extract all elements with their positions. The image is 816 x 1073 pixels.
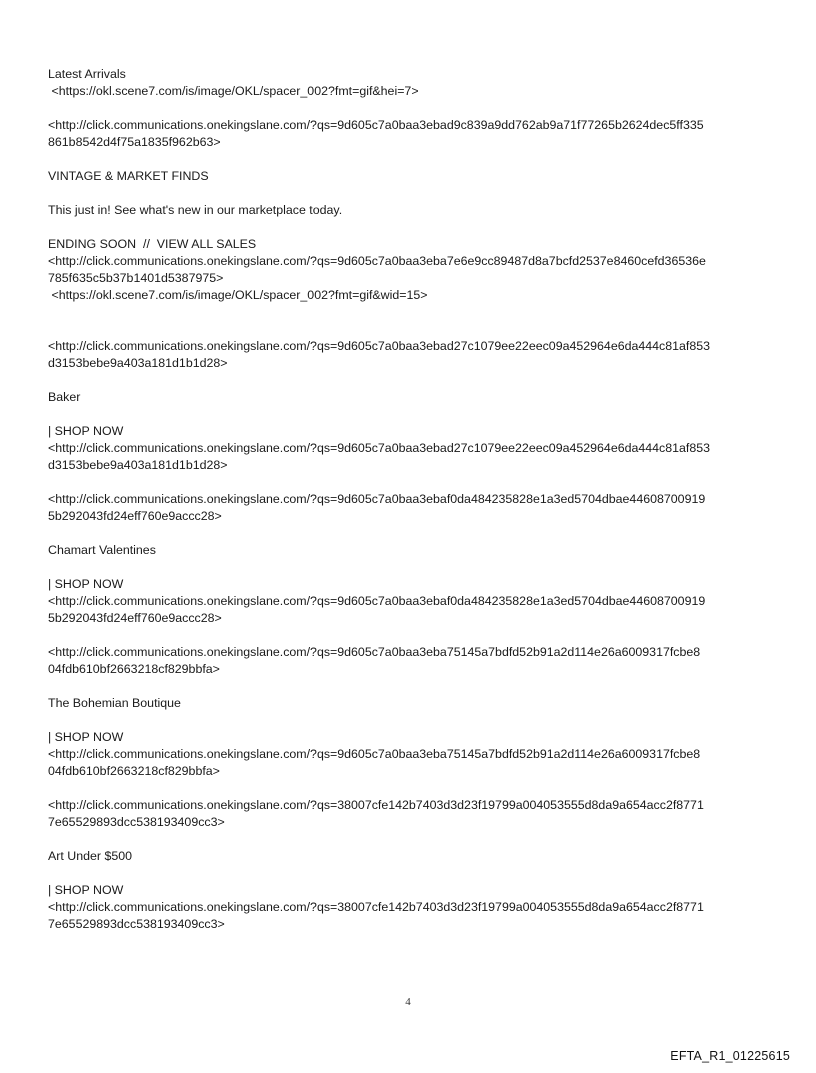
link-block[interactable]: <http://click.communications.onekingslane.com/?qs=9d605c7a0baa3ebaf0da484235828e1a3ed5704dbae44608700919 5b292043fd24eff760e9accc28>: [48, 492, 706, 523]
link-block[interactable]: <http://click.communications.onekingslane.com/?qs=9d605c7a0baa3eba75145a7bdfd52b91a2d114e26a6009317fcbe8 04fdb610bf2663218cf829bbfa>: [48, 645, 701, 676]
spacer: [48, 406, 778, 423]
spacer: [48, 219, 778, 236]
spacer: [48, 372, 778, 389]
shop-now-link-art[interactable]: | SHOP NOW <http://click.communications.onekingslane.com/?qs=38007cfe142b7403d3d23f19799a004053555d8da9a654acc2f8771 7e65529893dcc538193409cc3>: [48, 883, 704, 931]
spacer: [48, 627, 778, 644]
spacer: [48, 712, 778, 729]
sale-title-bohemian: The Bohemian Boutique: [48, 696, 181, 710]
shop-now-link-bohemian[interactable]: | SHOP NOW <http://click.communications.onekingslane.com/?qs=9d605c7a0baa3eba75145a7bdfd52b91a2d114e26a6009317fcbe8 04fdb610bf2663218cf829bbfa>: [48, 730, 701, 778]
spacer: [48, 525, 778, 542]
spacer: [48, 304, 778, 338]
spacer: [48, 474, 778, 491]
page-number: 4: [405, 996, 411, 1008]
link-block[interactable]: <http://click.communications.onekingslane.com/?qs=38007cfe142b7403d3d23f19799a004053555d8da9a654acc2f8771 7e65529893dcc538193409cc3>: [48, 798, 704, 829]
document-id: EFTA_R1_01225615: [670, 1049, 790, 1063]
spacer: [48, 831, 778, 848]
sale-title-baker: Baker: [48, 390, 81, 404]
spacer: [48, 151, 778, 168]
sale-title-chamart: Chamart Valentines: [48, 543, 156, 557]
document-body: [48, 66, 778, 933]
ending-soon-block[interactable]: ENDING SOON // VIEW ALL SALES <http://click.communications.onekingslane.com/?qs=9d605c7a0baa3eba7e6e9cc89487d8a7bcfd2537e8460cefd36536e 785f635c5b37b1401d5387975> <https://okl.scene7.com/is/image/OKL/spacer_002?fmt=gif&wid=15>: [48, 237, 706, 302]
spacer: [48, 100, 778, 117]
latest-arrivals-block: Latest Arrivals <https://okl.scene7.com/is/image/OKL/spacer_002?fmt=gif&hei=7>: [48, 67, 419, 98]
spacer: [48, 559, 778, 576]
shop-now-link-chamart[interactable]: | SHOP NOW <http://click.communications.onekingslane.com/?qs=9d605c7a0baa3ebaf0da484235828e1a3ed5704dbae44608700919 5b292043fd24eff760e9accc28>: [48, 577, 706, 625]
link-block[interactable]: <http://click.communications.onekingslane.com/?qs=9d605c7a0baa3ebad9c839a9dd762ab9a71f77265b2624dec5ff335 861b8542d4f75a1835f962b63>: [48, 118, 704, 149]
spacer: [48, 780, 778, 797]
section-heading: VINTAGE & MARKET FINDS: [48, 169, 209, 183]
spacer: [48, 678, 778, 695]
spacer: [48, 865, 778, 882]
spacer: [48, 185, 778, 202]
marketplace-text: This just in! See what's new in our marketplace today.: [48, 203, 343, 217]
shop-now-link-baker[interactable]: | SHOP NOW <http://click.communications.onekingslane.com/?qs=9d605c7a0baa3ebad27c1079ee22eec09a452964e6da444c81af853 d3153bebe9a403a181d1b1d28>: [48, 424, 711, 472]
sale-title-art: Art Under $500: [48, 849, 133, 863]
link-block[interactable]: <http://click.communications.onekingslane.com/?qs=9d605c7a0baa3ebad27c1079ee22eec09a452964e6da444c81af853 d3153bebe9a403a181d1b1d28>: [48, 339, 711, 370]
